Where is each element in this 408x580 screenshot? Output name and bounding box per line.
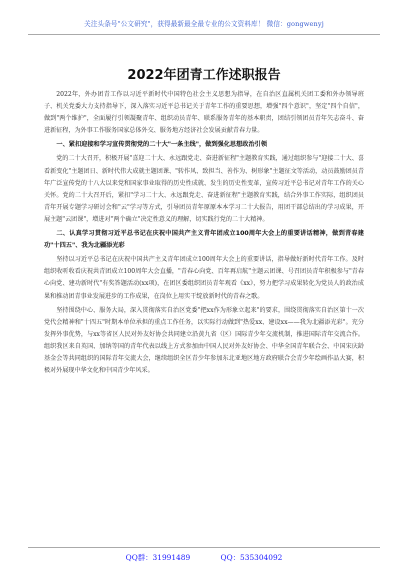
section-heading-1: 一、紧扣迎接和学习宣传贯彻党的二十大"一条主线"，做到强化思想政治引领 (56, 141, 268, 149)
document-title: 2022年团青工作述职报告 (127, 68, 281, 83)
section-heading-2: 二、认真学习贯彻习近平总书记在庆祝中国共产主义青年团成立100周年大会上的重要讲话精神，做到青春建功"十四五"、我为北疆添光彩 (44, 230, 364, 250)
footer-contacts (0, 552, 408, 563)
footer-divider (28, 547, 380, 548)
section-1-paragraph: 党的二十大召开，积极开展"喜迎二十大、永远跟党走、奋进新征程"主题教育实践，通过组织参与"迎接二十大、喜看新变化"主题团日、新时代伟大成就主题团课、"转作风、致担当、善作为、树形象"主题征文等活动，动员鼓励团员青年广泛宣传党的十八大以来党和国家事业取得的历史性成就、发生的历史性变革，宣传习近平总书记对青年工作的关心关怀。党的二十大召开后，紧扣"学习二十大、永远跟党走、奋进新征程"主题教育实践，结合外事工作实际，组织团员青年开展专题学习研讨会和"云"学习等方式，引导团员青年原原本本学习二十大报告，用团干部总结出的学习成果，开展主题"云团课"，增进对"两个确立"决定性意义的理解，切实践行党的二十大精神。 (44, 155, 364, 223)
header-divider (28, 34, 380, 35)
document-body (44, 89, 364, 377)
section-2-paragraph-1: 坚持以习近平总书记在庆祝中国共产主义青年团成立100周年大会上的重要讲话，指导做好新时代青年工作。及时组织收听收看庆祝共青团成立100周年大会直播，"青春心向党、百年再启航"主题云团课、号召团员青年积极参与"青春心向党、建功新时代"有奖答题活动(xx项)，在团区委组织团员青年观看《xx》，努力把学习成果转化为党员人的政治成果和推动团青事业发展进步的工作成果，在岗位上用实干绽放新时代的青春之歌。 (44, 256, 364, 300)
footer-qq-group: QQ群：31991489 (125, 553, 191, 562)
section-2-paragraph-2: 坚持围绕中心、服务大局，深入贯彻落实自治区党委"把xx作为形象立起来"的要求，围绕贯彻落实自治区第十一次党代会精神和"十四五"时期本单位承担的重点工作任务，以实际行动做到"热爱xx、建设xx——我为北疆添光彩"。充分发挥外事优势，与xx等省区人民对外友好协会共同建立沿黄九省（区）国际青少年交流机制，推进国际青年交流合作。组织我区来自英国、加纳等国的青年代表以线上方式参加由中国人民对外友好协会、中华全国青年联合会、中国宋庆龄基金会等共同组织的国际青年交流大会，继续组织全区青少年参加东北亚地区地方政府联合会青少年绘画作品大赛，积极对外展现中华文化和中国青少年风采。 (44, 306, 364, 375)
intro-paragraph: 2022年，外办团青工作以习近平新时代中国特色社会主义思想为指导，在自治区直属机关团工委和外办领导班子、机关党委大力支持指导下，深入落实习近平总书记关于青年工作的重要思想，增强"四个意识"，坚定"四个自信"，做到"两个维护"，全面履行引领凝聚青年、组织动员青年、联系服务青年的基本职责，团结引领团员青年矢志奋斗、奋进新征程，为外事工作服务国家总体外交、服务地方经济社会发展贡献青春力量。 (44, 91, 364, 135)
header-banner: 关注头条号"公文研究"，获得最新最全最专业的公文资料库！ 微信：gongwenyj (84, 20, 324, 28)
footer-qq: QQ：535304092 (220, 553, 283, 562)
